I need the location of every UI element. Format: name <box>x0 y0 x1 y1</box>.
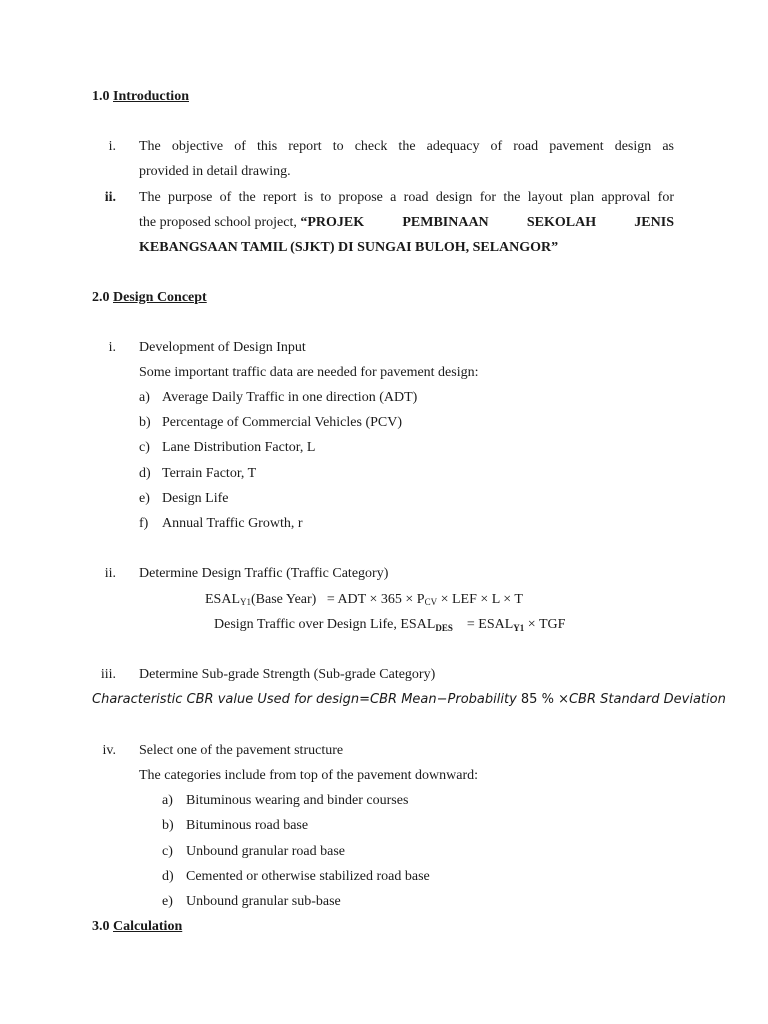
list-item: Annual Traffic Growth, r <box>162 516 303 531</box>
list-item: Average Daily Traffic in one direction (ADT) <box>162 390 418 405</box>
paragraph-line <box>139 214 674 232</box>
eq-subscript: Y1 <box>513 623 525 633</box>
list-item-marker: d) <box>162 869 174 884</box>
list-item: Unbound granular sub-base <box>186 894 341 909</box>
section-heading-design-concept <box>92 289 207 307</box>
eq-term: Design Traffic over Design Life, ESAL <box>214 617 436 632</box>
equation-esal-base-year <box>205 591 523 611</box>
equation-design-traffic <box>214 616 565 637</box>
paragraph-line: Some important traffic data are needed for pavement design: <box>139 365 479 380</box>
section-title: Design Concept <box>113 290 207 305</box>
section-number: 2.0 <box>92 290 110 305</box>
paragraph-text: the proposed school project, <box>139 215 301 230</box>
list-marker: i. <box>108 340 116 355</box>
subsection-title: Select one of the pavement structure <box>139 743 344 758</box>
section-title: Calculation <box>113 919 183 934</box>
eq-subscript: CV <box>424 597 438 607</box>
list-item: Unbound granular road base <box>186 844 346 859</box>
list-item-marker: e) <box>139 491 150 506</box>
list-item-marker: c) <box>162 844 173 859</box>
paragraph-line: The objective of this report to check the adequacy of road pavement design as <box>139 139 674 154</box>
paragraph-line: The categories include from top of the pavement downward: <box>139 768 478 783</box>
eq-term: ESAL <box>205 592 240 607</box>
section-title: Introduction <box>113 89 189 104</box>
list-marker: iv. <box>102 743 116 758</box>
list-item-marker: a) <box>139 390 150 405</box>
list-item: Lane Distribution Factor, L <box>162 440 316 455</box>
project-name: KEBANGSAAN TAMIL (SJKT) DI SUNGAI BULOH, SELANGOR” <box>139 240 559 255</box>
list-item-marker: e) <box>162 894 173 909</box>
eq-term: (Base Year) <box>251 592 317 607</box>
project-name: “PROJEK PEMBINAAN SEKOLAH JENIS <box>300 215 674 230</box>
list-item: Cemented or otherwise stabilized road base <box>186 869 430 884</box>
list-marker: ii. <box>104 190 116 205</box>
list-marker: i. <box>108 139 116 154</box>
section-heading-calculation <box>92 918 182 936</box>
section-number: 3.0 <box>92 919 110 934</box>
section-number: 1.0 <box>92 89 110 104</box>
list-marker: iii. <box>100 667 116 682</box>
list-item-marker: b) <box>139 415 151 430</box>
list-item-marker: c) <box>139 440 150 455</box>
eq-subscript: DES <box>435 623 453 633</box>
list-item-marker: b) <box>162 818 174 833</box>
section-heading-introduction <box>92 88 189 106</box>
formula-text: 85 % × <box>520 692 569 707</box>
list-item: Percentage of Commercial Vehicles (PCV) <box>162 415 403 430</box>
formula-text: CBR Standard Deviation <box>568 692 726 707</box>
paragraph-line: provided in detail drawing. <box>139 164 291 179</box>
eq-term: = ESAL <box>466 617 514 632</box>
paragraph-line: The purpose of the report is to propose a road design for the layout plan approval for <box>139 190 674 205</box>
list-item-marker: f) <box>139 516 149 531</box>
list-item: Design Life <box>162 491 229 506</box>
cbr-formula <box>92 691 726 709</box>
list-item: Bituminous road base <box>186 818 309 833</box>
list-marker: ii. <box>104 566 116 581</box>
formula-text: Characteristic CBR value Used for design=CBR Mean−Probability <box>92 692 517 707</box>
subsection-title: Determine Sub-grade Strength (Sub-grade Category) <box>139 667 436 682</box>
eq-subscript: Y1 <box>240 597 251 607</box>
eq-term: × LEF × L × T <box>437 592 523 607</box>
eq-term: = ADT × 365 × P <box>326 592 425 607</box>
list-item: Terrain Factor, T <box>162 466 257 481</box>
list-item: Bituminous wearing and binder courses <box>186 793 409 808</box>
list-item-marker: a) <box>162 793 173 808</box>
list-item-marker: d) <box>139 466 151 481</box>
eq-term: × TGF <box>524 617 566 632</box>
subsection-title: Development of Design Input <box>139 340 306 355</box>
subsection-title: Determine Design Traffic (Traffic Category) <box>139 566 389 581</box>
